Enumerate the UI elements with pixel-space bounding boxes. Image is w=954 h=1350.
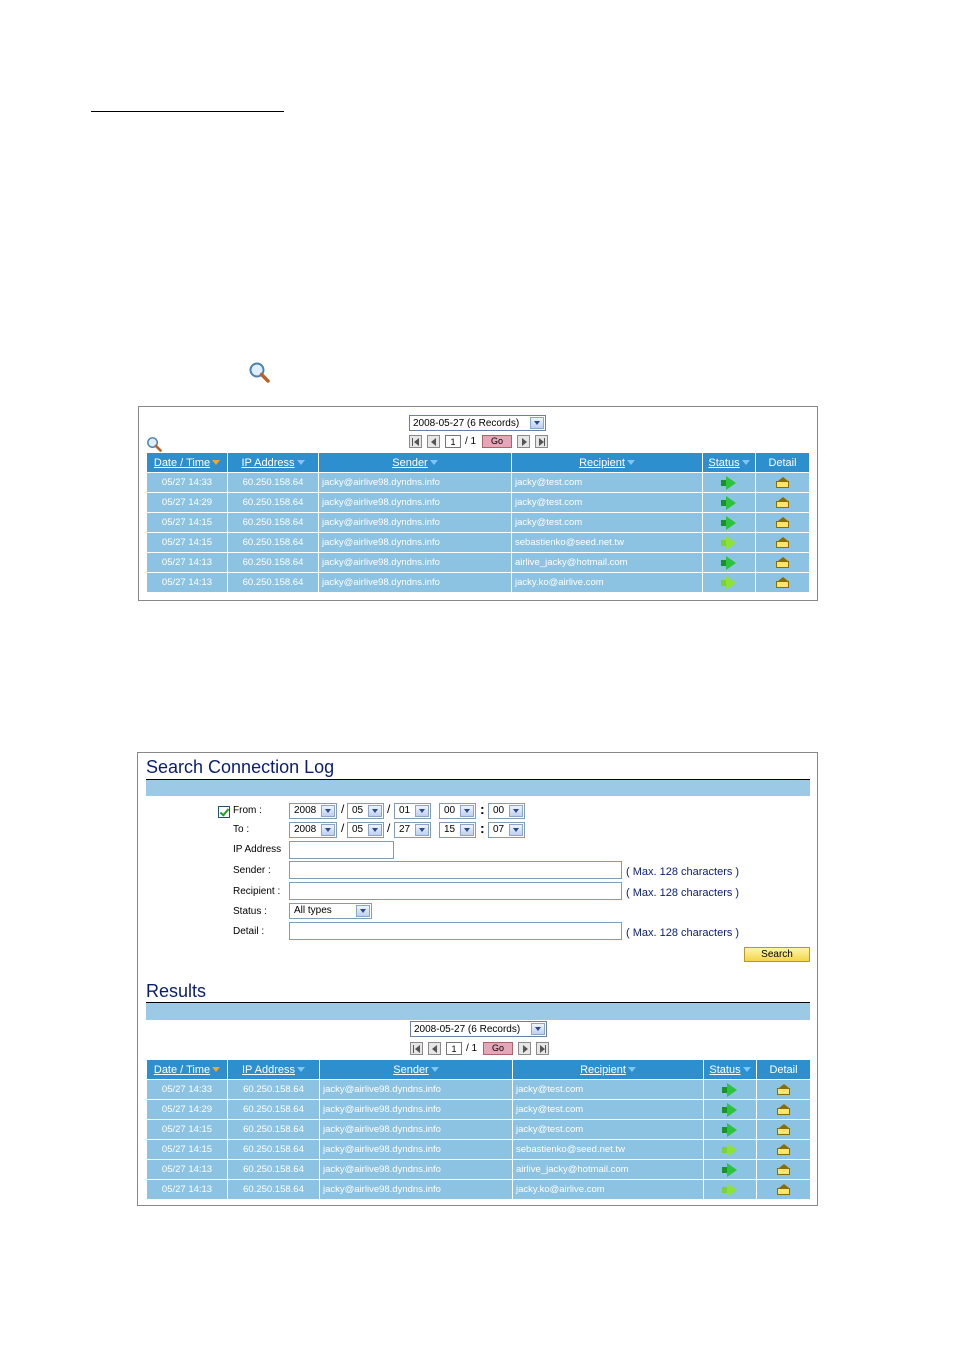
status-select[interactable]: All types — [289, 903, 372, 919]
cell-datetime: 05/27 14:29 — [147, 492, 228, 512]
cell-recipient: sebastienko@seed.net.tw — [512, 532, 703, 552]
cell-status — [704, 1119, 757, 1139]
cell-sender: jacky@airlive98.dyndns.info — [319, 572, 512, 592]
cell-detail — [756, 532, 810, 552]
status-arrow-dark-icon — [722, 1083, 738, 1097]
next-page-icon[interactable] — [517, 435, 530, 448]
cell-recipient: airlive_jacky@hotmail.com — [513, 1159, 704, 1179]
cell-datetime: 05/27 14:15 — [147, 532, 228, 552]
from-minute-select[interactable]: 00 — [488, 803, 525, 819]
cell-sender: jacky@airlive98.dyndns.info — [320, 1179, 513, 1199]
cell-recipient: jacky@test.com — [512, 512, 703, 532]
cell-sender: jacky@airlive98.dyndns.info — [320, 1139, 513, 1159]
status-arrow-light-icon — [722, 1143, 738, 1157]
cell-datetime: 05/27 14:13 — [147, 572, 228, 592]
go-button[interactable]: Go — [483, 1042, 513, 1055]
first-page-icon[interactable] — [409, 435, 422, 448]
cell-recipient: airlive_jacky@hotmail.com — [512, 552, 703, 572]
cell-ip: 60.250.158.64 — [228, 1099, 320, 1119]
chevron-down-icon — [509, 824, 523, 836]
folder-icon[interactable] — [776, 517, 789, 528]
table-row — [147, 1139, 811, 1159]
sort-icon — [431, 1067, 439, 1072]
status-arrow-dark-icon — [721, 516, 737, 530]
col-datetime[interactable]: Date / Time — [147, 1060, 228, 1079]
col-recipient[interactable]: Recipient — [513, 1060, 704, 1079]
cell-status — [703, 512, 756, 532]
page-total: / 1 — [466, 1043, 478, 1054]
table-row — [147, 1119, 811, 1139]
folder-icon[interactable] — [777, 1164, 790, 1175]
cell-recipient: jacky@test.com — [512, 492, 703, 512]
col-ip[interactable]: IP Address — [228, 453, 319, 472]
cell-recipient: jacky@test.com — [512, 472, 703, 492]
sort-icon — [297, 1067, 305, 1072]
table-row — [147, 552, 810, 572]
from-label: From : — [233, 805, 262, 816]
cell-detail — [756, 512, 810, 532]
cell-ip: 60.250.158.64 — [228, 492, 319, 512]
cell-detail — [757, 1079, 811, 1099]
cell-datetime: 05/27 14:29 — [147, 1099, 228, 1119]
to-label: To : — [233, 824, 250, 835]
cell-status — [704, 1099, 757, 1119]
cell-sender: jacky@airlive98.dyndns.info — [319, 552, 512, 572]
last-page-icon[interactable] — [536, 1042, 549, 1055]
chevron-down-icon — [368, 824, 382, 836]
chevron-down-icon — [321, 805, 335, 817]
status-arrow-light-icon — [722, 1183, 738, 1197]
title-band — [146, 1003, 810, 1020]
sort-icon — [430, 460, 438, 465]
date-separator: / — [341, 821, 345, 835]
date-separator: / — [341, 802, 345, 816]
cell-detail — [757, 1179, 811, 1199]
sort-icon — [628, 1067, 636, 1072]
magnifier-icon[interactable] — [146, 436, 162, 452]
cell-ip: 60.250.158.64 — [228, 1139, 320, 1159]
cell-sender: jacky@airlive98.dyndns.info — [320, 1099, 513, 1119]
cell-recipient: jacky@test.com — [513, 1099, 704, 1119]
cell-datetime: 05/27 14:13 — [147, 1159, 228, 1179]
record-date-select-value: 2008-05-27 (6 Records) — [413, 418, 520, 429]
to-year-select[interactable]: 2008 — [289, 822, 337, 838]
cell-detail — [757, 1119, 811, 1139]
cell-detail — [756, 472, 810, 492]
chevron-down-icon — [356, 905, 370, 917]
cell-status — [703, 492, 756, 512]
title-band — [146, 780, 810, 796]
col-datetime[interactable]: Date / Time — [147, 453, 228, 472]
cell-ip: 60.250.158.64 — [228, 572, 319, 592]
chevron-down-icon — [368, 805, 382, 817]
cell-status — [703, 572, 756, 592]
cell-ip: 60.250.158.64 — [228, 512, 319, 532]
cell-recipient: sebastienko@seed.net.tw — [513, 1139, 704, 1159]
cell-status — [703, 552, 756, 572]
go-button[interactable]: Go — [482, 435, 512, 448]
chevron-down-icon — [509, 805, 523, 817]
page-number-input[interactable]: 1 — [445, 435, 461, 448]
folder-icon[interactable] — [777, 1104, 790, 1115]
chevron-down-icon — [531, 1023, 545, 1035]
last-page-icon[interactable] — [535, 435, 548, 448]
col-recipient[interactable]: Recipient — [512, 453, 703, 472]
date-separator: / — [387, 821, 391, 835]
to-minute-select[interactable]: 07 — [488, 822, 525, 838]
chevron-down-icon — [415, 824, 429, 836]
cell-status — [704, 1159, 757, 1179]
first-page-icon[interactable] — [410, 1042, 423, 1055]
recipient-field[interactable] — [289, 882, 622, 900]
cell-sender: jacky@airlive98.dyndns.info — [319, 532, 512, 552]
table-row — [147, 1159, 811, 1179]
table-row — [147, 1179, 811, 1199]
folder-icon[interactable] — [777, 1084, 790, 1095]
folder-icon[interactable] — [776, 557, 789, 568]
record-date-select-value: 2008-05-27 (6 Records) — [414, 1024, 521, 1035]
sort-icon — [627, 460, 635, 465]
cell-datetime: 05/27 14:15 — [147, 1119, 228, 1139]
to-month-select[interactable]: 05 — [347, 822, 384, 838]
col-detail: Detail — [756, 453, 810, 472]
search-button[interactable]: Search — [744, 947, 810, 962]
time-separator: : — [480, 801, 485, 817]
folder-icon[interactable] — [776, 497, 789, 508]
status-arrow-dark-icon — [721, 476, 737, 490]
cell-datetime: 05/27 14:15 — [147, 1139, 228, 1159]
col-sender[interactable]: Sender — [319, 453, 512, 472]
cell-ip: 60.250.158.64 — [228, 1159, 320, 1179]
from-hour-select[interactable]: 00 — [439, 803, 476, 819]
recipient-label: Recipient : — [233, 886, 281, 897]
magnifier-icon — [248, 361, 270, 383]
col-detail: Detail — [757, 1060, 811, 1079]
cell-ip: 60.250.158.64 — [228, 552, 319, 572]
page-total: / 1 — [465, 436, 477, 447]
folder-icon[interactable] — [777, 1124, 790, 1135]
results-title: Results — [146, 981, 207, 1001]
cell-datetime: 05/27 14:15 — [147, 512, 228, 532]
cell-sender: jacky@airlive98.dyndns.info — [319, 512, 512, 532]
cell-ip: 60.250.158.64 — [228, 1119, 320, 1139]
chevron-down-icon — [460, 824, 474, 836]
cell-status — [703, 472, 756, 492]
table-row — [147, 572, 810, 592]
prev-page-icon[interactable] — [427, 435, 440, 448]
record-date-select[interactable] — [409, 415, 546, 431]
table-row — [147, 1079, 811, 1099]
cell-detail — [757, 1159, 811, 1179]
prev-page-icon[interactable] — [428, 1042, 441, 1055]
sender-field[interactable] — [289, 861, 622, 879]
cell-recipient: jacky.ko@airlive.com — [512, 572, 703, 592]
folder-icon[interactable] — [777, 1144, 790, 1155]
results-table — [147, 1060, 811, 1199]
cell-datetime: 05/27 14:13 — [147, 1179, 228, 1199]
record-date-select[interactable] — [410, 1021, 547, 1037]
cell-datetime: 05/27 14:33 — [147, 472, 228, 492]
cell-detail — [757, 1099, 811, 1119]
status-arrow-dark-icon — [722, 1103, 738, 1117]
cell-recipient: jacky.ko@airlive.com — [513, 1179, 704, 1199]
time-separator: : — [480, 820, 485, 836]
col-sender[interactable]: Sender — [320, 1060, 513, 1079]
cell-ip: 60.250.158.64 — [228, 1179, 320, 1199]
sort-icon — [743, 1067, 751, 1072]
divider-line — [91, 111, 284, 112]
sort-icon — [742, 460, 750, 465]
cell-status — [704, 1079, 757, 1099]
status-arrow-light-icon — [721, 576, 737, 590]
cell-status — [704, 1139, 757, 1159]
status-arrow-dark-icon — [722, 1123, 738, 1137]
cell-ip: 60.250.158.64 — [228, 532, 319, 552]
cell-sender: jacky@airlive98.dyndns.info — [320, 1159, 513, 1179]
from-year-select[interactable]: 2008 — [289, 803, 337, 819]
table-row — [147, 472, 810, 492]
status-arrow-light-icon — [721, 536, 737, 550]
folder-icon[interactable] — [776, 577, 789, 588]
cell-ip: 60.250.158.64 — [228, 472, 319, 492]
max-chars-hint: ( Max. 128 characters ) — [626, 887, 740, 899]
cell-ip: 60.250.158.64 — [228, 1079, 320, 1099]
sort-desc-icon — [212, 1067, 220, 1072]
ip-label: IP Address — [233, 844, 282, 855]
col-ip[interactable]: IP Address — [228, 1060, 320, 1079]
detail-label: Detail : — [233, 926, 265, 937]
next-page-icon[interactable] — [518, 1042, 531, 1055]
to-day-select[interactable]: 27 — [394, 822, 431, 838]
from-checkbox[interactable] — [218, 806, 230, 818]
detail-field[interactable] — [289, 922, 622, 940]
chevron-down-icon — [530, 417, 544, 429]
table-row — [147, 512, 810, 532]
log-table — [147, 453, 810, 592]
cell-sender: jacky@airlive98.dyndns.info — [320, 1079, 513, 1099]
cell-sender: jacky@airlive98.dyndns.info — [320, 1119, 513, 1139]
from-month-select[interactable]: 05 — [347, 803, 384, 819]
folder-icon[interactable] — [776, 477, 789, 488]
table-row — [147, 492, 810, 512]
chevron-down-icon — [321, 824, 335, 836]
sender-label: Sender : — [233, 865, 271, 876]
to-hour-select[interactable]: 15 — [439, 822, 476, 838]
cell-recipient: jacky@test.com — [513, 1079, 704, 1099]
folder-icon[interactable] — [776, 537, 789, 548]
from-day-select[interactable]: 01 — [394, 803, 431, 819]
table-row — [147, 1099, 811, 1119]
status-label: Status : — [233, 906, 267, 917]
ip-address-field[interactable] — [289, 841, 394, 859]
chevron-down-icon — [460, 805, 474, 817]
cell-datetime: 05/27 14:13 — [147, 552, 228, 572]
table-row — [147, 532, 810, 552]
max-chars-hint: ( Max. 128 characters ) — [626, 927, 740, 939]
status-arrow-dark-icon — [721, 496, 737, 510]
col-status[interactable]: Status — [704, 1060, 757, 1079]
date-separator: / — [387, 802, 391, 816]
page-number-input[interactable]: 1 — [446, 1042, 462, 1055]
cell-datetime: 05/27 14:33 — [147, 1079, 228, 1099]
cell-detail — [756, 552, 810, 572]
cell-status — [703, 532, 756, 552]
col-status[interactable]: Status — [703, 453, 756, 472]
cell-detail — [757, 1139, 811, 1159]
cell-detail — [756, 572, 810, 592]
sort-desc-icon — [212, 460, 220, 465]
page-title: Search Connection Log — [146, 757, 335, 777]
chevron-down-icon — [415, 805, 429, 817]
cell-sender: jacky@airlive98.dyndns.info — [319, 472, 512, 492]
status-arrow-dark-icon — [721, 556, 737, 570]
status-arrow-dark-icon — [722, 1163, 738, 1177]
max-chars-hint: ( Max. 128 characters ) — [626, 866, 740, 878]
cell-sender: jacky@airlive98.dyndns.info — [319, 492, 512, 512]
cell-recipient: jacky@test.com — [513, 1119, 704, 1139]
cell-detail — [756, 492, 810, 512]
cell-status — [704, 1179, 757, 1199]
sort-icon — [297, 460, 305, 465]
folder-icon[interactable] — [777, 1184, 790, 1195]
